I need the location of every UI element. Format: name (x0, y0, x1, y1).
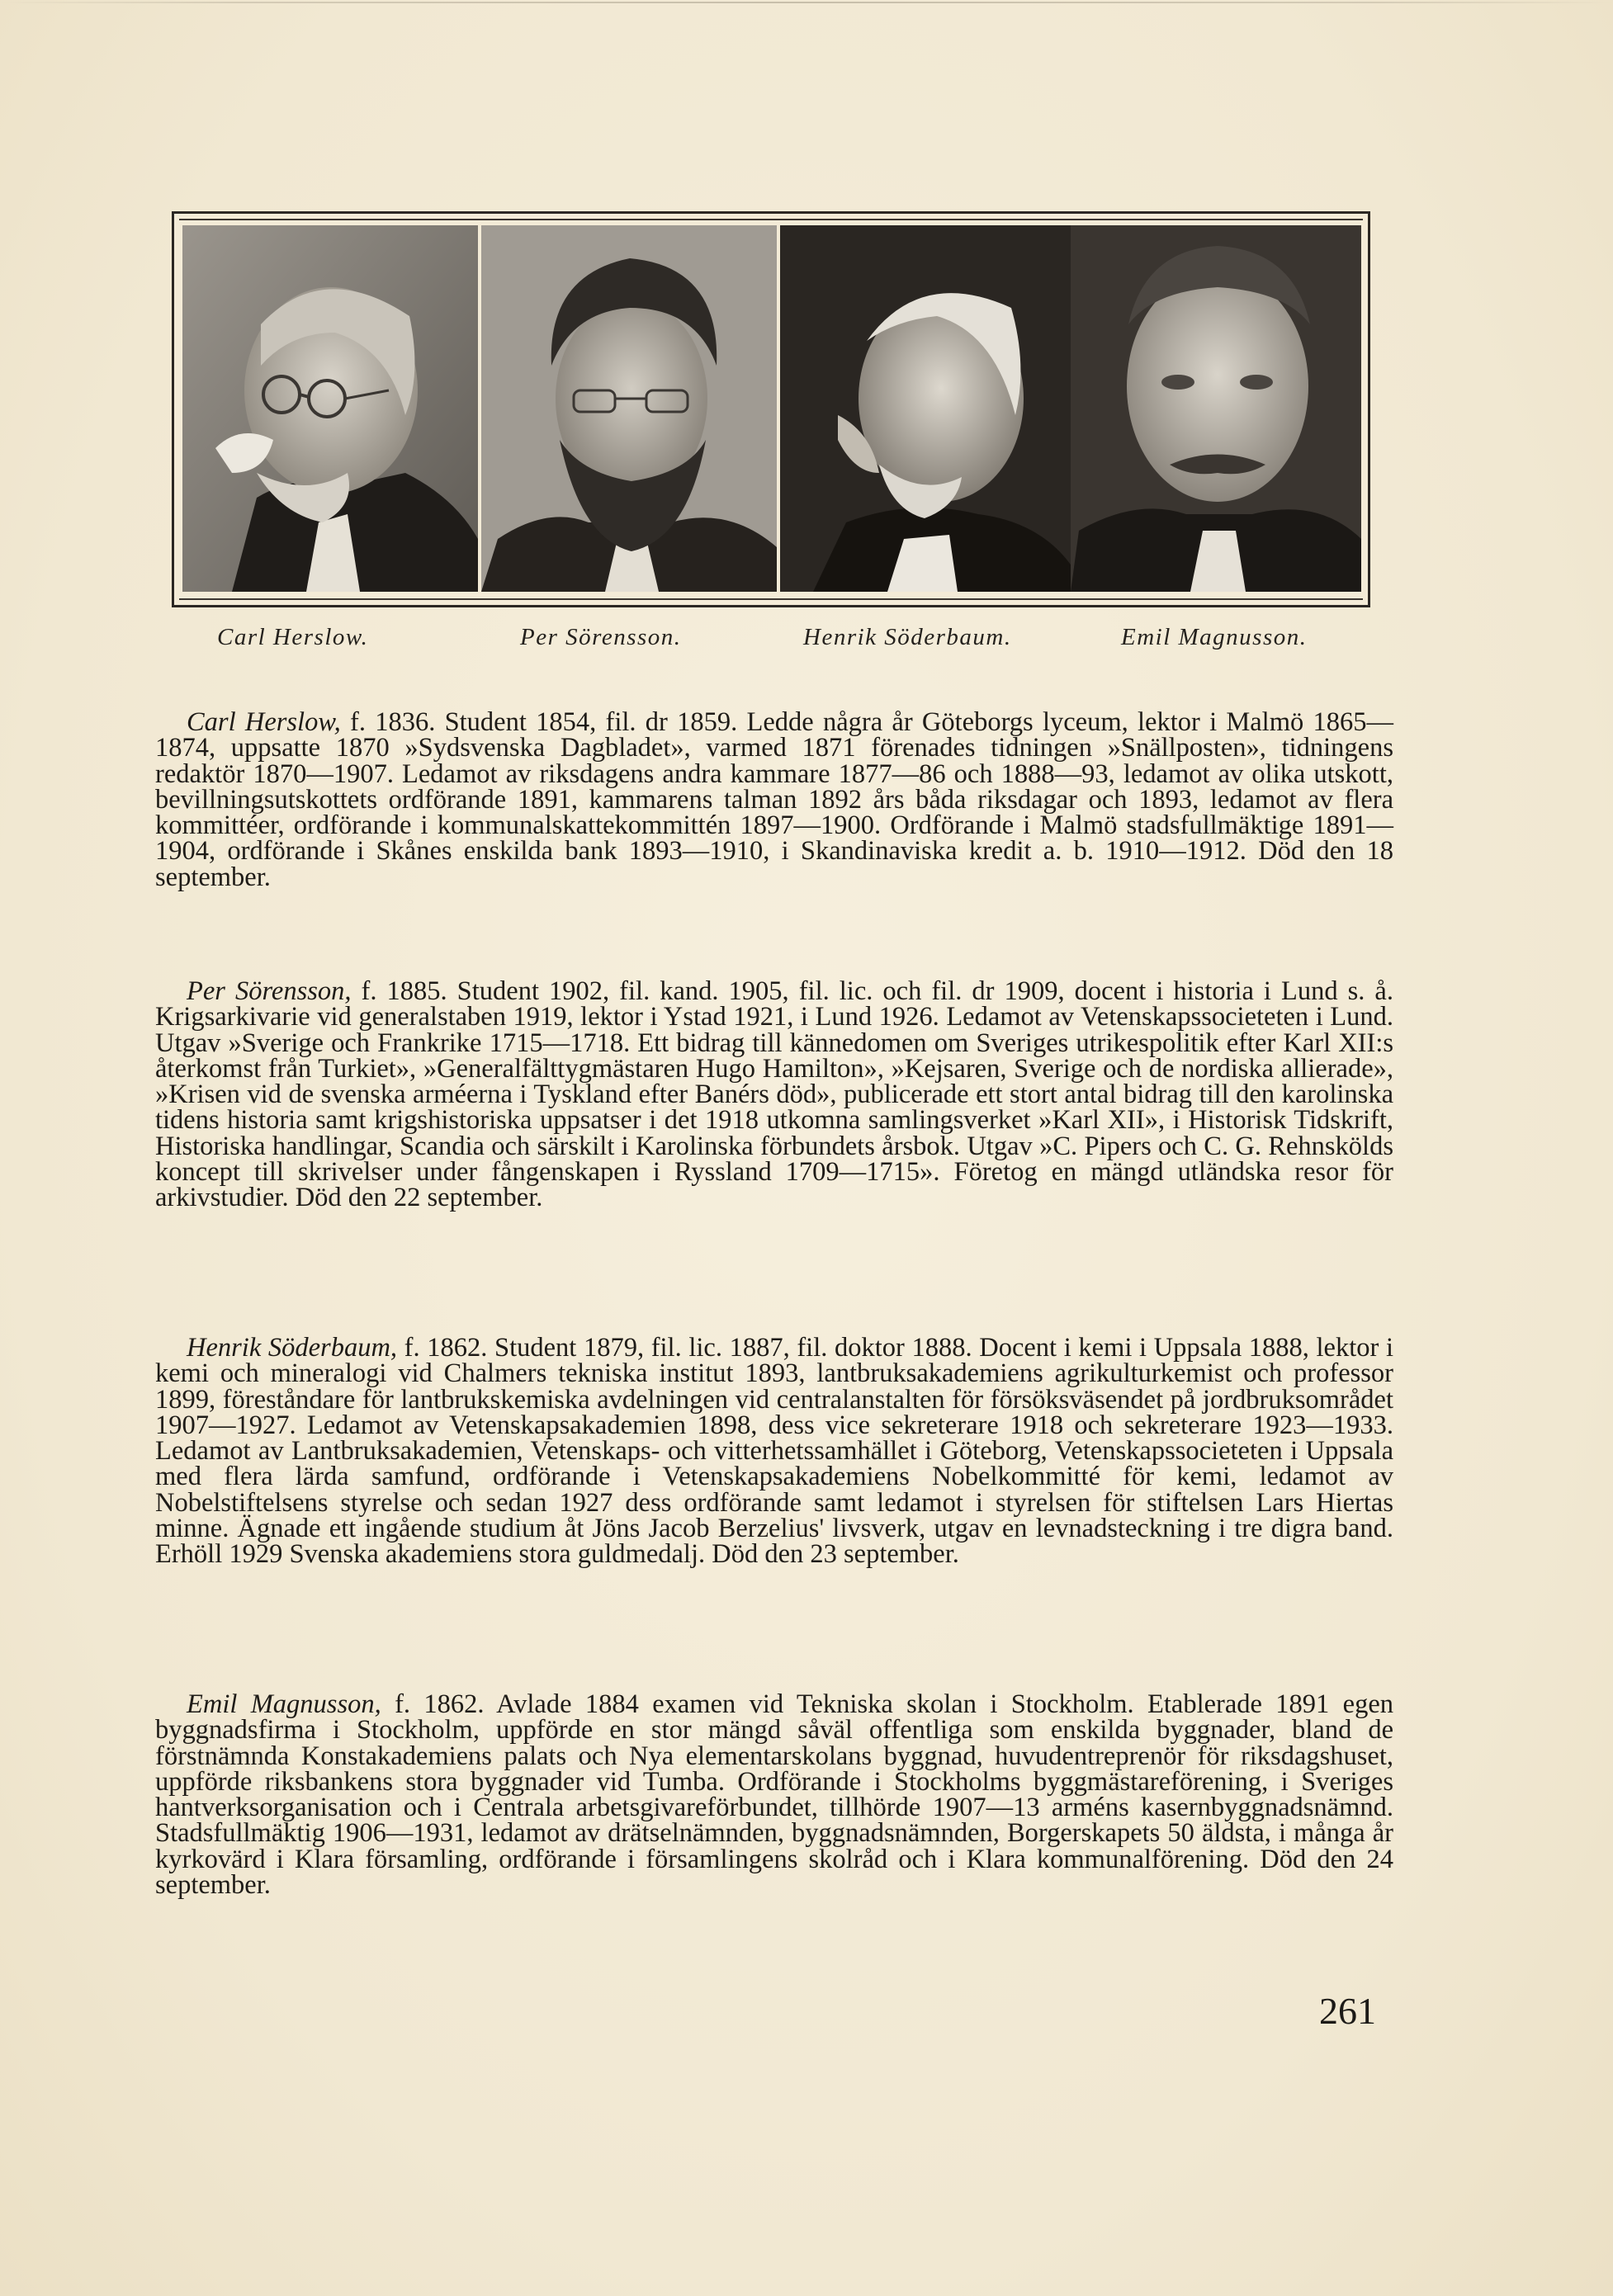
bio-text: f. 1862. Avlade 1884 examen vid Tekniska skolan i Stockholm. Etablerade 1891 egen byggnadsfirma i Stockholm, uppförde en stor mängd såväl offentliga som enskilda byggnader, bland de förstnämnda Konstakademiens palats och Nya elementarskolans byggnad, huvudentreprenör för riksdagshuset, uppförde riksbankens stora byggnader vid Tumba. Ordförande i Stockholms byggmästareförening, i Sveriges hantverksorganisation och i Centrala arbetsgivareförbundet, tillhörde 1907—13 arméns kasernbyggnadsnämnd. Stadsfullmäktig 1906—1931, ledamot av drätselnämnden, byggnadsnämnden, Borgerskapets 50 äldsta, i många år kyrkovärd i Klara församling, ordförande i församlingens skolråd och i Klara kommunalförening. Död den 24 september. (155, 1689, 1393, 1901)
bio-carl-herslow (155, 707, 1393, 892)
bio-name: Carl Herslow, (187, 707, 341, 737)
portrait-henrik-soderbaum (780, 225, 1076, 592)
bio-name: Henrik Söderbaum, (187, 1333, 398, 1363)
plate-bottom-rule (179, 598, 1363, 600)
caption-henrik-soderbaum: Henrik Söderbaum. (803, 624, 1012, 650)
plate-top-rule (179, 219, 1363, 220)
bio-text: f. 1885. Student 1902, fil. kand. 1905, fil. lic. och fil. dr 1909, docent i historia i Lund s. å. Krigsarkivarie vid generalstaben 1919, lektor i Ystad 1921, i Lund 1926. Ledamot av Vetenskapssocieteten i Lund. Utgav »Sverige och Frankrike 1715—1718. Ett bidrag till kännedomen om Sveriges utrikespolitik efter Karl XII:s återkomst från Turkiet», »Generalfälttygmästaren Hugo Hamilton», »Kejsaren, Sverige och de nordiska allierade», »Krisen vid de svenska arméerna i Tyskland efter Banérs död», publicerade ett stort antal bidrag till den karolinska tidens historia samt krigshistoriska uppsatser i det 1918 utkomna samlingsverket »Karl XII», i Historisk Tidskrift, Historiska handlingar, Scandia och särskilt i Karolinska förbundets årsbok. Utgav »C. Pipers och C. G. Rehnskölds koncept till skrivelser under fångenskapen i Ryssland 1709—1715». Företog en mängd utländska resor för arkivstudier. Död den 22 september. (155, 976, 1393, 1213)
top-edge-rule (0, 2, 1613, 3)
portrait-plate (172, 211, 1370, 607)
bio-text: f. 1836. Student 1854, fil. dr 1859. Ledde några år Göteborgs lyceum, lektor i Malmö 1865—1874, uppsatte 1870 »Sydsvenska Dagbladet», varmed 1871 förenades tidningen »Snällposten», tidningens redaktör 1870—1907. Ledamot av riksdagens andra kammare 1877—86 och 1888—93, ledamot av olika utskott, bevillningsutskottets ordförande 1891, kammarens talman 1892 års båda riksdagar och 1893, ledamot av flera kommittéer, ordförande i kommunalskattekommittén 1897—1900. Ordförande i Malmö stadsfullmäktige 1891—1904, ordförande i Skånes enskilda bank 1893—1910, i Skandinaviska kredit a. b. 1910—1912. Död den 18 september. (155, 707, 1393, 892)
bio-text: f. 1862. Student 1879, fil. lic. 1887, fil. doktor 1888. Docent i kemi i Uppsala 1888, lektor i kemi och mineralogi vid Chalmers tekniska institut 1893, lantbruksakademiens agrikulturkemist och professor 1899, föreståndare för lantbrukskemiska avdelningen vid centralanstalten för försöksväsendet på jordbruksområdet 1907—1927. Ledamot av Vetenskapsakademien 1898, dess vice sekreterare 1918 och sekreterare 1923—1933. Ledamot av Lantbruksakademien, Vetenskaps- och vitterhetssamhället i Göteborg, Vetenskapssocieteten i Uppsala med flera lärda samfund, ordförande i Vetenskapsakademiens Nobelkommitté för kemi, ledamot av Nobelstiftelsens styrelse och sedan 1927 dess ordförande samt ledamot i styrelsen för stiftelsen Lars Hiertas minne. Ägnade ett ingående studium åt Jöns Jacob Berzelius' livsverk, utgav en levnadsteckning i tre digra band. Erhöll 1929 Svenska akademiens stora guldmedalj. Död den 23 september. (155, 1333, 1393, 1570)
bio-name: Per Sörensson, (187, 976, 352, 1006)
portrait-emil-magnusson (1071, 225, 1361, 592)
bio-henrik-soderbaum (155, 1335, 1393, 1568)
caption-emil-magnusson: Emil Magnusson. (1121, 624, 1308, 650)
caption-per-sorensson: Per Sörensson. (520, 624, 682, 650)
portrait-carl-herslow (182, 225, 478, 592)
page-number: 261 (1319, 1990, 1376, 2032)
bio-per-sorensson (155, 976, 1393, 1213)
portrait-per-sorensson (481, 225, 777, 592)
bio-name: Emil Magnusson, (187, 1689, 381, 1719)
caption-carl-herslow: Carl Herslow. (217, 624, 369, 650)
bio-emil-magnusson (155, 1689, 1393, 1901)
portrait-captions (172, 624, 1370, 657)
